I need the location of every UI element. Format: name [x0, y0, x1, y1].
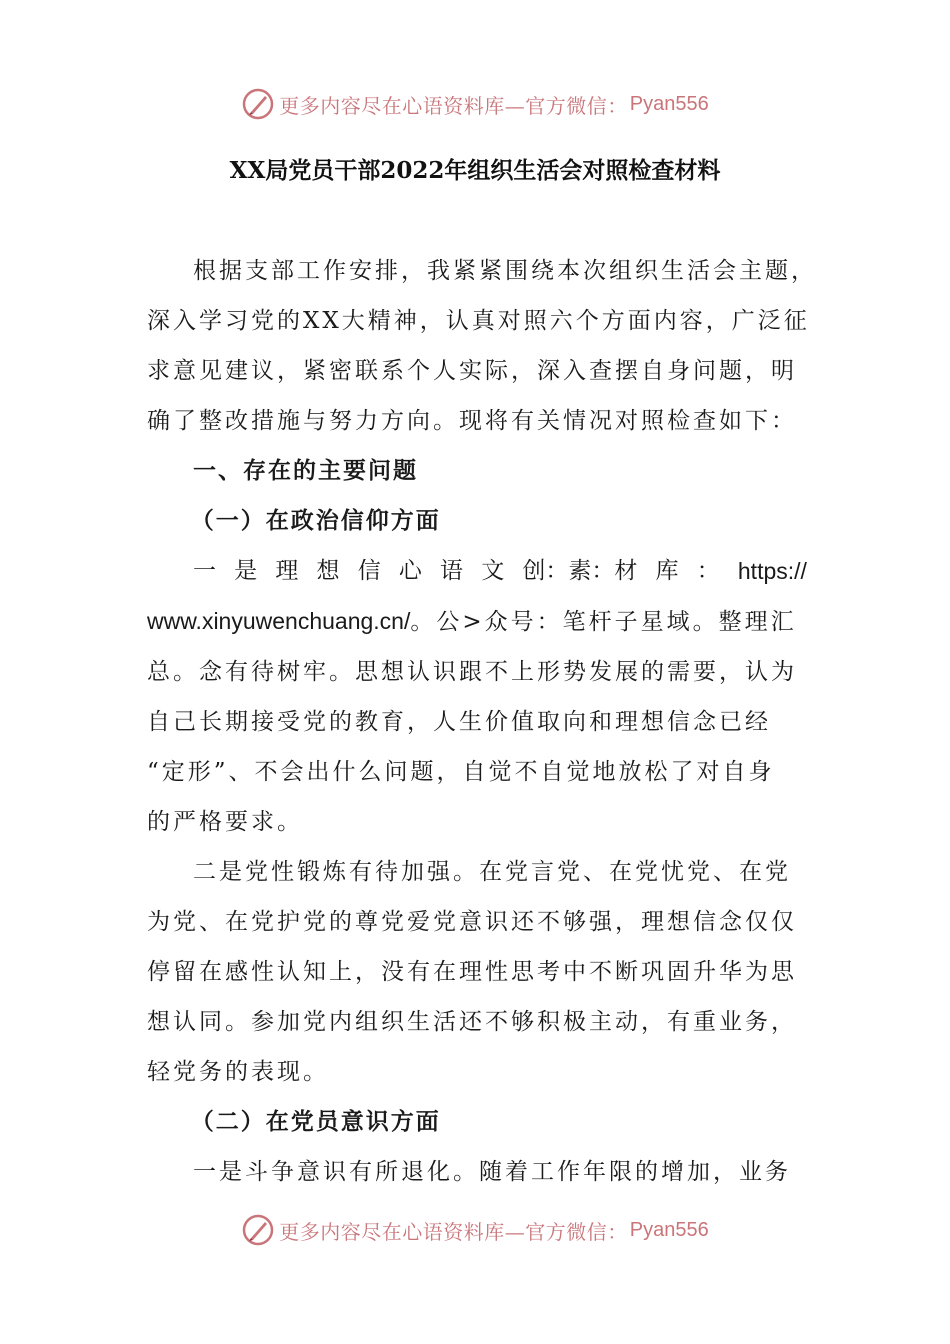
subsection-heading-1: （一）在政治信仰方面: [190, 507, 441, 534]
para1-line2: [147, 596, 807, 647]
para1-char: 心: [398, 558, 422, 584]
subsection-heading-2: （二）在党员意识方面: [190, 1108, 441, 1135]
para2-line: 为党、在党护党的尊党爱党意识还不够强，理想信念仅仅: [147, 909, 797, 935]
banner-text: 更多内容尽在心语资料库—官方微信：: [279, 93, 628, 118]
banner-wechat-id: Pyan556: [629, 1218, 709, 1241]
para2-paragraph: [147, 847, 807, 897]
intro-paragraph: [147, 246, 817, 296]
para1-line1: [147, 546, 807, 596]
intro-line: 求意见建议，紧密联系个人实际，深入查摆自身问题，明: [147, 358, 797, 384]
para1-char: 语: [440, 558, 464, 584]
intro-line: 确了整改措施与努力方向。现将有关情况对照检查如下：: [147, 408, 797, 434]
para1-line: 的严格要求。: [147, 809, 303, 835]
para2-line: 轻党务的表现。: [147, 1059, 329, 1085]
section-heading-1: 一、存在的主要问题: [193, 457, 418, 484]
para1-char: 是: [234, 558, 258, 584]
banner-text: 更多内容尽在心语资料库—官方微信：: [279, 1219, 628, 1244]
intro-line: 根据支部工作安排，我紧紧围绕本次组织生活会主题，: [193, 258, 817, 284]
document-title: XX局党员干部2022年组织生活会对照检查材料: [229, 157, 721, 184]
para1-line: “定形”、不会出什么问题，自觉不自觉地放松了对自身: [147, 759, 775, 785]
para3-paragraph: [147, 1147, 807, 1197]
para1-char: 文: [481, 558, 505, 584]
para1-char: 信: [357, 558, 381, 584]
para1-line2-text: 。公>众号：笔杆子星域。整理汇: [410, 609, 797, 635]
para1-char: 库: [655, 558, 679, 584]
intro-line: 深入学习党的XX大精神，认真对照六个方面内容，广泛征: [147, 308, 810, 334]
para1-char: 想: [316, 558, 340, 584]
footer-banner: [0, 1210, 950, 1250]
para2-line: 停留在感性认知上，没有在理性思考中不断巩固升华为思: [147, 959, 797, 985]
para2-line: 二是党性锻炼有待加强。在党言党、在党忧党、在党: [193, 859, 791, 885]
para2-line: 想认同。参加党内组织生活还不够积极主动，有重业务，: [147, 1009, 797, 1035]
banner-wechat-id: Pyan556: [629, 92, 709, 115]
para1-url-part2: www.xinyuwenchuang.cn/: [147, 608, 411, 634]
para1-line: 总。念有待树牢。思想认识跟不上形势发展的需要，认为: [147, 659, 797, 685]
para1-line: 自己长期接受党的教育，人生价值取向和理想信念已经: [147, 709, 771, 735]
pen-logo-icon: [241, 1213, 275, 1247]
para1-char: 创：素：材: [522, 558, 638, 584]
para1-url-part1: https://: [737, 558, 807, 584]
pen-logo-icon: [241, 87, 275, 121]
para1-char: 一: [193, 558, 216, 584]
para1-char: 理: [275, 558, 299, 584]
header-banner: [0, 84, 950, 124]
para1-char: ：: [696, 558, 720, 584]
document-body: [147, 246, 817, 1197]
para3-line: 一是斗争意识有所退化。随着工作年限的增加，业务: [193, 1159, 791, 1185]
